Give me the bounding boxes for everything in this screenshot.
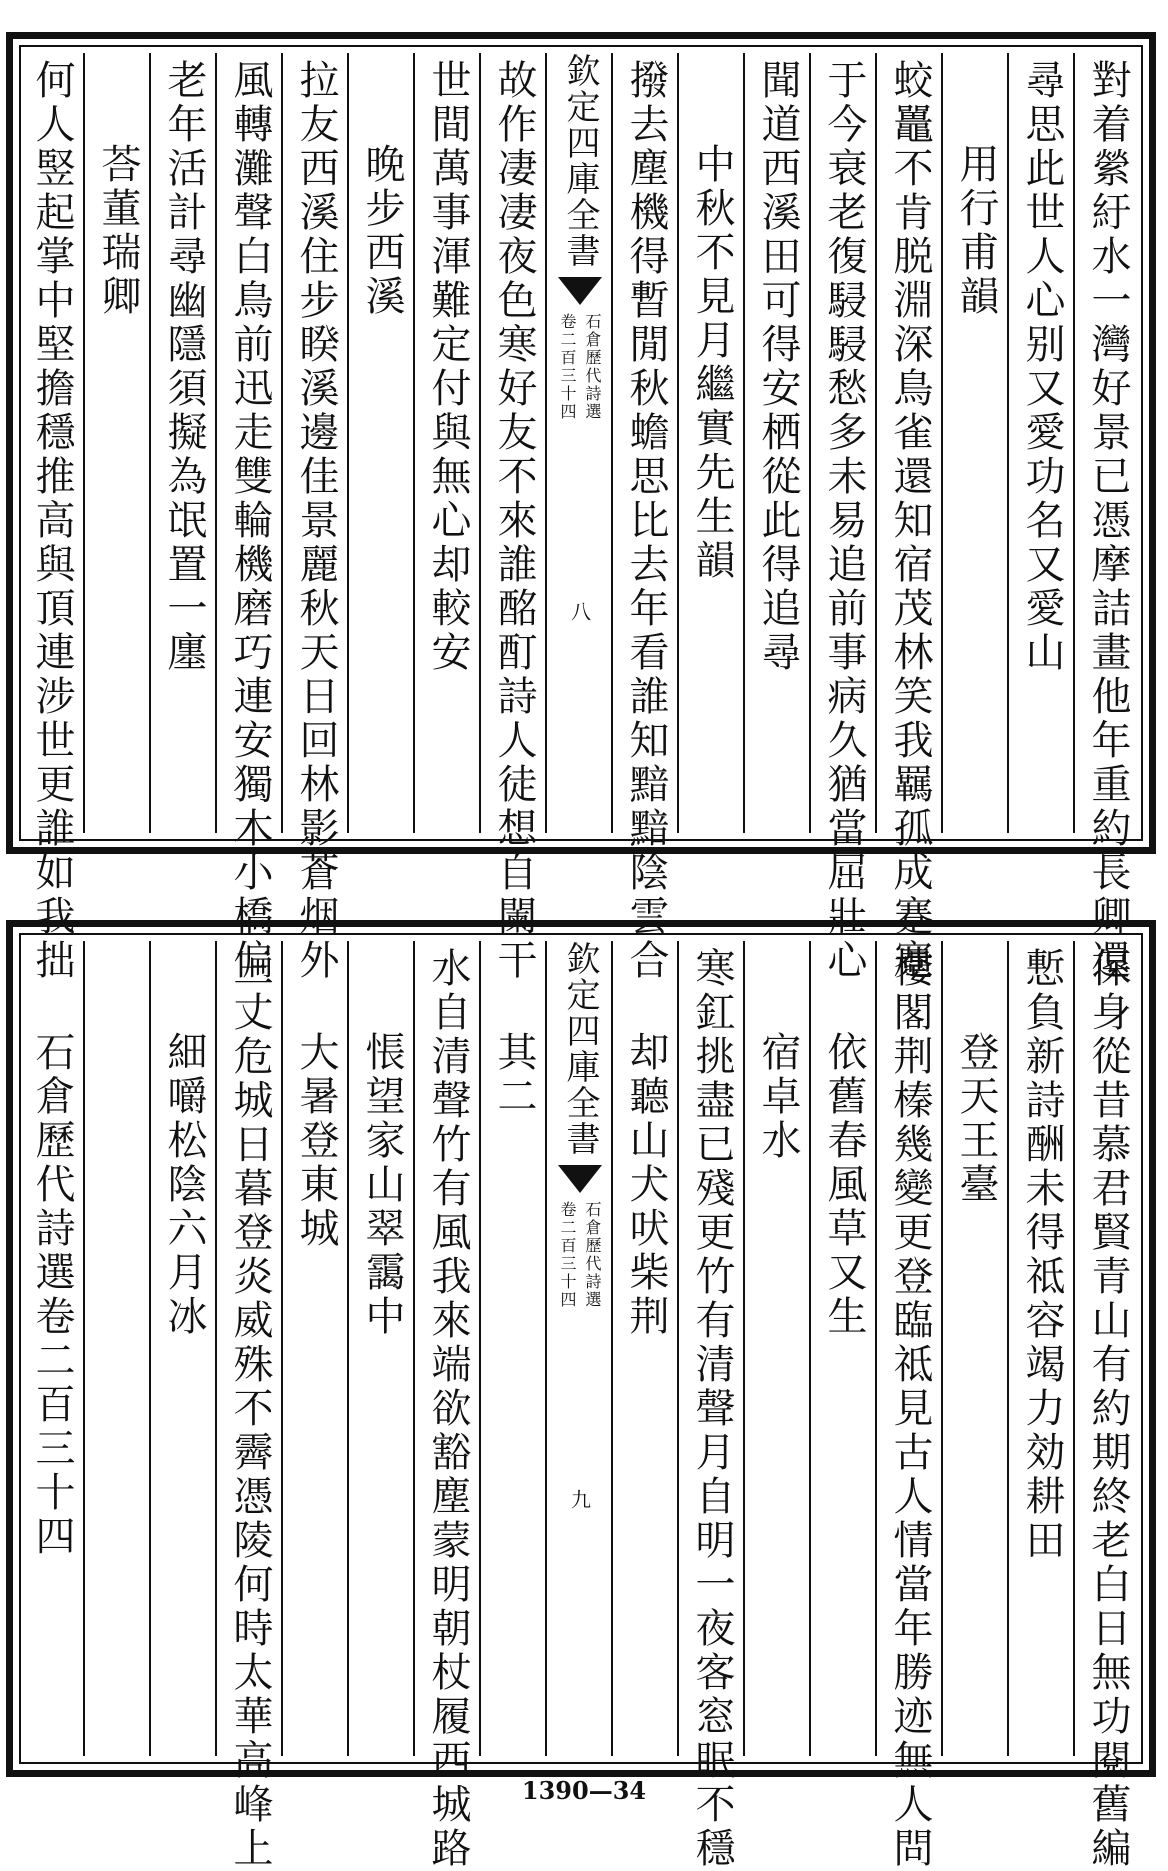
text-column: [347, 53, 415, 833]
text-column: [215, 53, 283, 983]
page-footer: 1390—34: [521, 1776, 647, 1805]
text-column: [281, 53, 349, 983]
column-text: 聞道西溪田可得安栖從此得追尋: [755, 59, 801, 675]
text-column: [347, 941, 415, 1756]
text-column: [83, 941, 151, 1756]
column-text: 蛟鼉不肯脱淵深鳥雀還知宿茂林笑我羈孤成蹇蹇: [887, 59, 933, 983]
text-column: [149, 941, 217, 1756]
text-column: [875, 941, 943, 1871]
book-title: 石倉歷代詩選: [583, 313, 602, 421]
text-column: [743, 53, 811, 833]
center-column: [545, 941, 613, 1756]
text-column: [809, 53, 877, 983]
text-column: [479, 941, 547, 1756]
column-text: 荅董瑞卿: [95, 143, 141, 319]
folio-number: 八: [567, 601, 592, 623]
text-column: [875, 53, 943, 983]
column-text: 却聽山犬吠柴荆: [623, 1031, 669, 1339]
column-text: 樓閣荆榛幾變更登臨祗見古人情當年勝迹無人問: [887, 947, 933, 1871]
column-text: 老年活計尋幽隱須擬為氓置一廛: [161, 59, 207, 675]
center-column: [545, 53, 613, 833]
column-text: 登天王臺: [953, 1031, 999, 1207]
text-column: [413, 53, 481, 833]
column-text: 大暑登東城: [293, 1031, 339, 1251]
book-title: 石倉歷代詩選: [583, 1201, 602, 1309]
text-column: [611, 941, 679, 1756]
column-text: 故作凄凄夜色寒好友不來誰酩酊詩人徒想自闌干: [491, 59, 537, 983]
column-text: 宿卓水: [755, 1031, 801, 1163]
collection-title: 欽定四庫全書: [560, 941, 600, 1157]
column-text: 依舊春風草又生: [821, 1031, 867, 1339]
column-text: 于今衰老復駸駸愁多未易追前事病久猶當屈壯心: [821, 59, 867, 983]
volume-label: 卷二百三十四: [558, 313, 577, 421]
column-text: 晚步西溪: [359, 143, 405, 319]
text-column: [215, 941, 283, 1871]
volume-label: 卷二百三十四: [558, 1201, 577, 1309]
page-frame: [19, 45, 1143, 983]
column-text: 水自清聲竹有風我來端欲豁塵蒙明朝杖履西城路: [425, 947, 471, 1871]
text-column: [83, 53, 151, 833]
column-text: 其二: [491, 1031, 537, 1119]
column-text: 寒釭挑盡已殘更竹有清聲月自明一夜客窓眠不穩: [689, 947, 735, 1871]
column-text: 三丈危城日暮登炎威殊不霽憑陵何時太華高峰上: [227, 947, 273, 1871]
text-column: [677, 941, 745, 1871]
column-text: 何人竪起掌中堅擔穩推高與頂連涉世更誰如我拙: [29, 59, 75, 983]
text-column: [677, 53, 745, 833]
text-column: [413, 941, 481, 1871]
column-text: 拉友西溪住步睽溪邊佳景麗秋天日回林影蒼烟外: [293, 59, 339, 983]
text-column: [1073, 941, 1141, 1871]
text-column: [611, 53, 679, 983]
text-column: [809, 941, 877, 1756]
text-column: [941, 53, 1009, 833]
column-text: 悵望家山翠靄中: [359, 1031, 405, 1339]
column-text: 石倉歷代詩選卷二百三十四: [29, 1031, 75, 1559]
text-column: [19, 53, 85, 983]
text-column: [743, 941, 811, 1756]
column-text: 世間萬事渾難定付與無心却較安: [425, 59, 471, 675]
text-column: [19, 941, 85, 1756]
folio-number: 九: [567, 1489, 592, 1511]
fishtail-mark: [558, 277, 602, 305]
column-text: 用行甫韻: [953, 143, 999, 319]
column-text: 細嚼松陰六月冰: [161, 1031, 207, 1339]
column-text: 保身從昔慕君賢青山有約期終老白日無功閱舊編: [1085, 947, 1131, 1871]
text-column: [1073, 53, 1141, 983]
fishtail-mark: [558, 1165, 602, 1193]
column-text: 撥去塵機得暫閒秋蟾思比去年看誰知黯黯陰雲合: [623, 59, 669, 983]
page-panel-top: [6, 32, 1156, 983]
column-text: 中秋不見月繼實先生韻: [689, 143, 735, 583]
column-text: 尋思此世人心别又愛功名又愛山: [1019, 59, 1065, 675]
column-text: 慙負新詩酬未得祗容竭力効耕田: [1019, 947, 1065, 1563]
text-column: [281, 941, 349, 1756]
column-text: 對着縈紆水一灣好景已憑摩詰畫他年重約長卿還: [1085, 59, 1131, 983]
text-column: [479, 53, 547, 983]
text-column: [941, 941, 1009, 1756]
text-column: [149, 53, 217, 833]
collection-title: 欽定四庫全書: [560, 53, 600, 269]
text-column: [1007, 53, 1075, 833]
column-text: 風轉灘聲白鳥前迅走雙輪機磨巧連安獨木小橋偏: [227, 59, 273, 983]
text-column: [1007, 941, 1075, 1756]
